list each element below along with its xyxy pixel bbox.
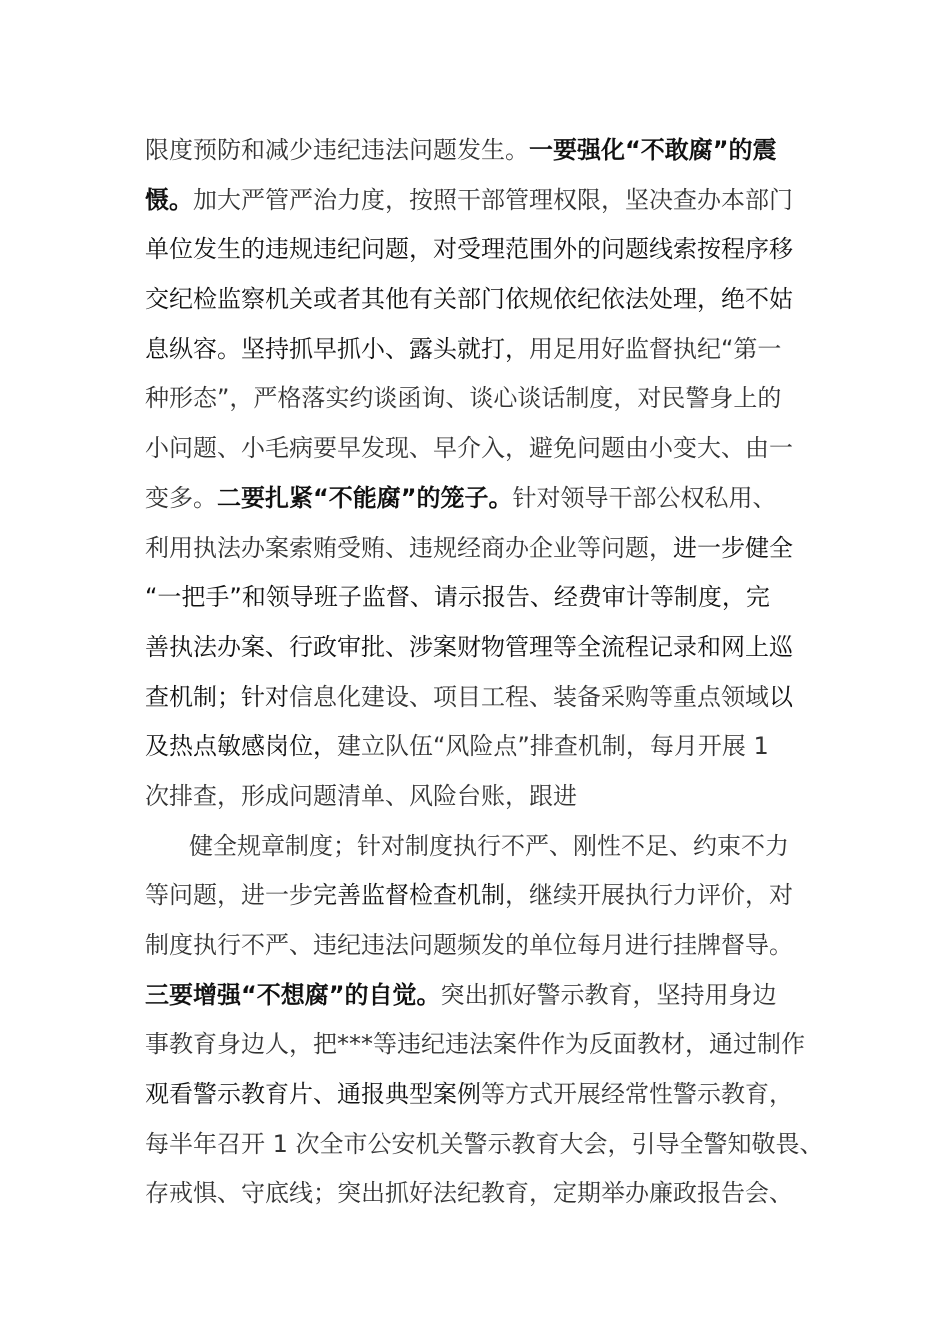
bold-heading-span: 慑。 [145,185,193,214]
bold-heading-span: 三要增强“不想腐”的自觉。 [145,980,441,1009]
text-span: 健全规章制度；针对制度执行不严、刚性不足、约束不力 [189,831,789,860]
text-span: 及热点敏感岗位， [145,732,337,761]
paragraph-line [145,573,805,623]
bold-heading-span: 二要扎紧“不能腐”的笼子。 [217,483,513,512]
text-span: 建立队伍“风险点”排查机制，每月开展 1 [337,732,769,761]
text-span: 等问题，进一步 [145,881,313,910]
text-span: 完善监督检查机制 [313,881,505,910]
text-span: 存戒惧、守底线；突出抓好法纪教育，定期举办廉政报告会、 [145,1179,793,1208]
text-span: 针对领导干部公权私用、 [512,483,777,512]
paragraph-line [145,921,805,971]
paragraph-line [145,424,805,474]
text-span: 交纪检监察机关或者其他有关部门依规依纪依法处理，绝不姑 [145,285,793,314]
text-span: 用足用好监督执纪“第一 [529,334,782,363]
paragraph-line [145,871,805,921]
text-span: 次排查，形成问题清单、风险台账，跟进 [145,781,577,810]
text-span: 善执法办案、行政审批、涉案财物管理等全流程记录和网上巡 [145,632,793,661]
paragraph-line [145,722,805,772]
text-span: ，继续开展执行力评价，对 [505,881,793,910]
paragraph-line [145,673,805,723]
paragraph-line [145,176,805,226]
text-span: 查机制；针对 [145,682,289,711]
paragraph-line [145,772,805,822]
text-span: 利用执法办案索贿受贿、违规经商办企业等问题， [145,533,673,562]
text-span: 等方式开展经常性警示教育， [481,1080,793,1109]
text-span: 变多。 [145,483,217,512]
text-span: 单位发生的违规违纪问题，对受理范围外的问题线索按程序移 [145,235,793,264]
paragraph-line [145,374,805,424]
paragraph-line [145,1169,805,1219]
text-span: 观看警示教育片、通报典型案例 [145,1080,481,1109]
paragraph-line [145,524,805,574]
text-span: 制度执行不严、违纪违法问题频发的单位每月进行挂牌督导。 [145,931,793,959]
paragraph-line [145,822,805,872]
paragraph-line [145,623,805,673]
text-span: 以 [769,682,793,711]
text-span: 进一步健全 [673,533,793,562]
text-span: 限度预防和减少违纪违法问题发生。 [145,136,529,164]
text-span: 信息化建设、项目工程、装备采购等重点领域 [289,682,769,711]
bold-heading-span: 一要强化“不敢腐”的震 [529,136,777,164]
paragraph-line [145,126,805,176]
text-span: 每半年召开 1 次全市公安机关警示教育大会，引导全警知敬畏、 [145,1129,824,1158]
paragraph-line [145,474,805,524]
text-span: 事教育身边人，把***等违纪违法案件作为反面教材，通过制作 [145,1030,805,1059]
paragraph-line [145,325,805,375]
body-text [145,126,824,1219]
paragraph-line [145,1120,824,1170]
text-span: 突出抓好警示教育，坚持用身边 [440,980,777,1009]
text-span: 种形态”，严格落实约谈函询、谈心谈话制度，对民警身上的 [145,384,782,413]
text-span: “一把手”和领导班子监督、请示报告、经费审计等制度，完 [145,583,770,612]
paragraph-line [145,971,805,1021]
paragraph-line [145,1020,805,1070]
paragraph-line [145,225,805,275]
text-span: 息纵容。坚持抓早抓小、露头就打， [145,334,529,363]
text-span: 加大严管严治力度，按照干部管理权限，坚决查办本部门 [193,185,793,214]
text-span: 小问题、小毛病要早发现、早介入，避免问题由小变大、由一 [145,434,793,463]
paragraph-line [145,1070,805,1120]
paragraph-line [145,275,805,325]
